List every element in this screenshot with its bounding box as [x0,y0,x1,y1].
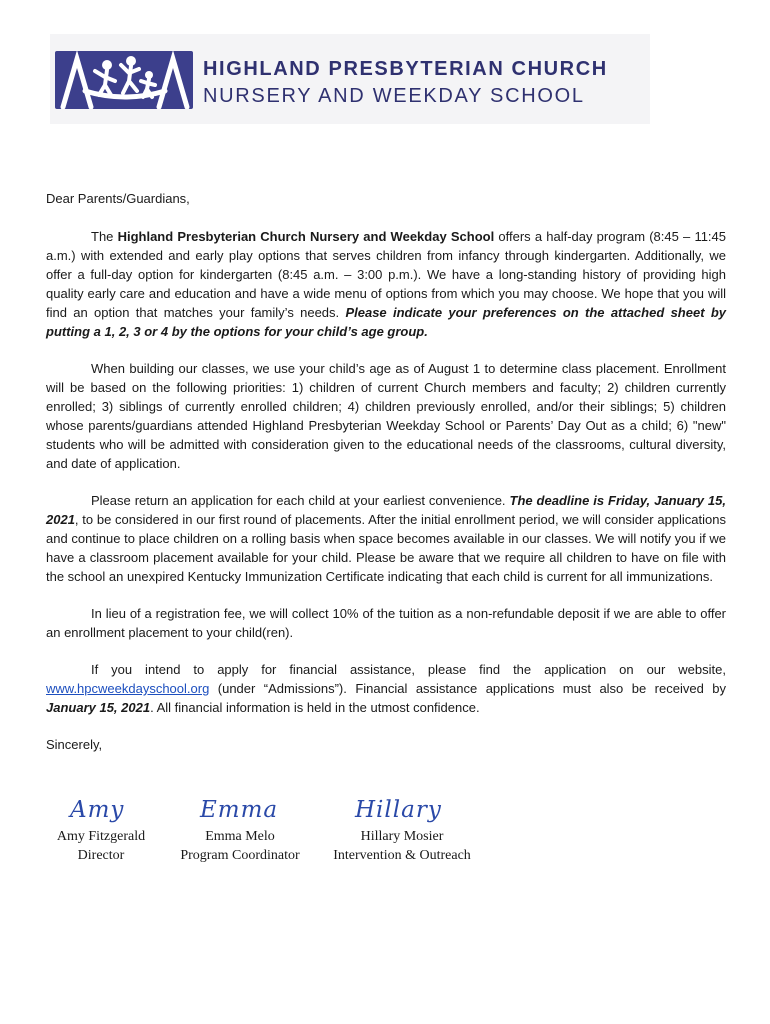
signer-role: Intervention & Outreach [333,848,471,863]
p1-text-a: The [91,229,118,244]
signature-director [46,795,156,865]
signature-block [0,795,770,875]
deadline-text: The deadline is Friday, January 15, 2021 [46,493,726,527]
signer-role: Director [77,848,125,863]
preference-instruction: Please indicate your preferences on the attached sheet by putting a 1, 2, 3 or 4 by the options for your child’s age group. [46,305,726,339]
p3-text-a: Please return an application for each child at your earliest convenience. [91,493,510,508]
paragraph-deadline [46,491,726,586]
letterhead [50,34,650,124]
paragraph-enrollment-priorities: When building our classes, we use your child’s age as of August 1 to determine class placement. Enrollment will be based on the following priorities: 1) children of current Church members and faculty; 2) children currently enrolled; 3) siblings of currently enrolled children; 4) children previously enrolled, and/or their siblings; 5) children whose parents/guardians attended Highland Presbyterian Weekday School or Parents’ Day Out as a child; 6) "new" students who will be admitted with consideration given to the educational needs of the classrooms, cultural diversity, and date of application. [46,361,726,471]
financial-deadline-text: January 15, 2021 [46,700,151,715]
p1-text-c: offers a half-day program (8:45 – 11:45 a.m.) with extended and early play options that serves children from infancy through kindergarten. Additionally, we offer a full-day option for kindergarten (8:45 a.m. – 3:00 p.m.). We have a long-standing history of providing high quality early care and education and have a wide menu of options from which you may choose. We hope that you will find an option that matches your family’s needs. [46,229,727,320]
letterhead-subtitle: NURSERY AND WEEKDAY SCHOOL [203,85,585,107]
signer-role: Program Coordinator [180,848,300,863]
signature-script: Emma [200,797,279,823]
signature-script: Amy [70,797,125,823]
salutation: Dear Parents/Guardians, [46,191,190,206]
school-name-bold: Highland Presbyterian Church Nursery and Weekday School [117,229,495,244]
signature-coordinator [170,795,310,865]
signer-name: Emma Melo [205,829,275,844]
website-link[interactable]: www.hpcweekdayschool.org [46,681,210,696]
signature-outreach [323,795,481,865]
school-logo-icon [55,51,193,109]
paragraph-deposit: In lieu of a registration fee, we will collect 10% of the tuition as a non-refundable deposit if we are able to offer an enrollment placement to your child(ren). [46,606,726,640]
paragraph-financial-assistance [46,660,726,717]
p5-text-a: If you intend to apply for financial assistance, please find the application on our website, [91,662,726,677]
signature-script: Hillary [355,797,442,823]
signer-name: Amy Fitzgerald [56,829,146,844]
letterhead-title: HIGHLAND PRESBYTERIAN CHURCH [203,58,608,80]
letter-body [46,189,726,754]
paragraph-program-overview [46,227,726,341]
p5-text-b: (under “Admissions”). Financial assistance applications must also be received by [209,681,726,696]
signer-name: Hillary Mosier [360,829,444,844]
closing: Sincerely, [46,737,103,752]
p5-text-d: . All financial information is held in the utmost confidence. [150,700,480,715]
p3-text-c: , to be considered in our first round of placements. After the initial enrollment period, we will consider applications and continue to place children on a rolling basis when space becomes available in our classes. We will notify you if we have a classroom placement available for your child. Please be aware that we require all children to have on file with the school an unexpired Kentucky Immunization Certificate indicating that each child is current for all immunizations. [46,512,726,584]
